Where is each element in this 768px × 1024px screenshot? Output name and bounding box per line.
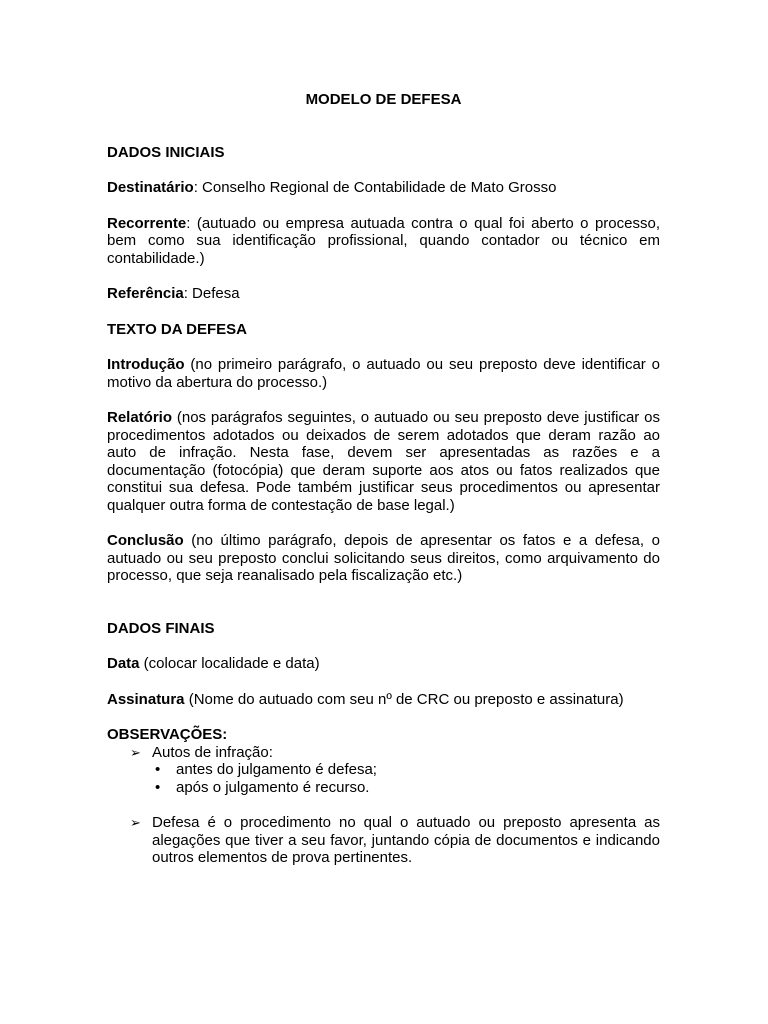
field-recorrente (107, 215, 660, 268)
field-destinatario (107, 179, 660, 197)
paragraph-label: Introdução (107, 356, 185, 373)
dot-bullet-icon: • (155, 761, 161, 778)
paragraph-conclusao (107, 532, 660, 585)
sub-list-item-text: após o julgamento é recurso. (176, 778, 370, 796)
field-data (107, 655, 660, 673)
list-item (107, 744, 660, 797)
paragraph-relatorio (107, 409, 660, 514)
dot-bullet-icon: • (155, 778, 161, 796)
section-heading-texto-defesa: TEXTO DA DEFESA (107, 320, 248, 338)
field-label: Recorrente (107, 214, 187, 232)
document-page (107, 91, 660, 867)
paragraph-label: Relatório (107, 409, 173, 426)
field-value: : Defesa (183, 285, 240, 302)
arrow-bullet-icon: ➢ (130, 744, 141, 760)
sub-list-item (152, 761, 660, 779)
paragraph-text: (no último parágrafo, depois de apresentar os fatos e a defesa, o autuado ou seu preposto conclui solicitando seus direitos, como arquivamento do processo, que seja reanalisado pela fiscalização etc.) (107, 532, 660, 584)
field-label: Assinatura (107, 690, 185, 708)
field-label: Data (107, 655, 140, 672)
list-item-text: Defesa é o procedimento no qual o autuado ou preposto apresenta as alegações que tiver a seu favor, juntando cópia de documentos e indicando outros elementos de prova pertinentes. (152, 814, 660, 866)
field-label: Destinatário (107, 179, 194, 196)
field-value: : Conselho Regional de Contabilidade de Mato Grosso (193, 179, 557, 196)
field-label: Referência (107, 285, 184, 302)
field-value: (Nome do autuado com seu nº de CRC ou preposto e assinatura) (184, 690, 624, 708)
field-value: (colocar localidade e data) (139, 655, 320, 672)
document-title: MODELO DE DEFESA (305, 91, 462, 108)
field-assinatura (107, 691, 660, 709)
section-heading-dados-iniciais: DADOS INICIAIS (107, 143, 225, 161)
field-value: : (autuado ou empresa autuada contra o qual foi aberto o processo, bem como sua identificação profissional, quando contador ou técnico em contabilidade.) (107, 214, 660, 267)
sub-list-item (152, 779, 660, 797)
paragraph-text: (nos parágrafos seguintes, o autuado ou seu preposto deve justificar os procedimentos adotados ou deixados de serem adotados que deram razão ao auto de infração. Nesta fase, devem ser apresentadas as razões e a documentação (fotocópia) que deram suporte aos atos ou fatos realizados que constitui sua defesa. Pode também justificar seus procedimentos ou apresentar qualquer outra forma de contestação de base legal.) (107, 409, 660, 514)
list-item (107, 814, 660, 867)
paragraph-text: (no primeiro parágrafo, o autuado ou seu preposto deve identificar o motivo da abertura do processo.) (107, 356, 660, 391)
paragraph-introducao (107, 356, 660, 391)
paragraph-label: Conclusão (107, 532, 184, 549)
sub-list-item-text: antes do julgamento é defesa; (176, 761, 377, 778)
field-referencia (107, 285, 660, 303)
sub-list (152, 761, 660, 796)
section-heading-observacoes: OBSERVAÇÕES: (107, 726, 228, 743)
observations-list (107, 744, 660, 867)
section-heading-dados-finais: DADOS FINAIS (107, 619, 215, 637)
list-item-text: Autos de infração: (152, 743, 273, 761)
arrow-bullet-icon: ➢ (130, 815, 141, 830)
